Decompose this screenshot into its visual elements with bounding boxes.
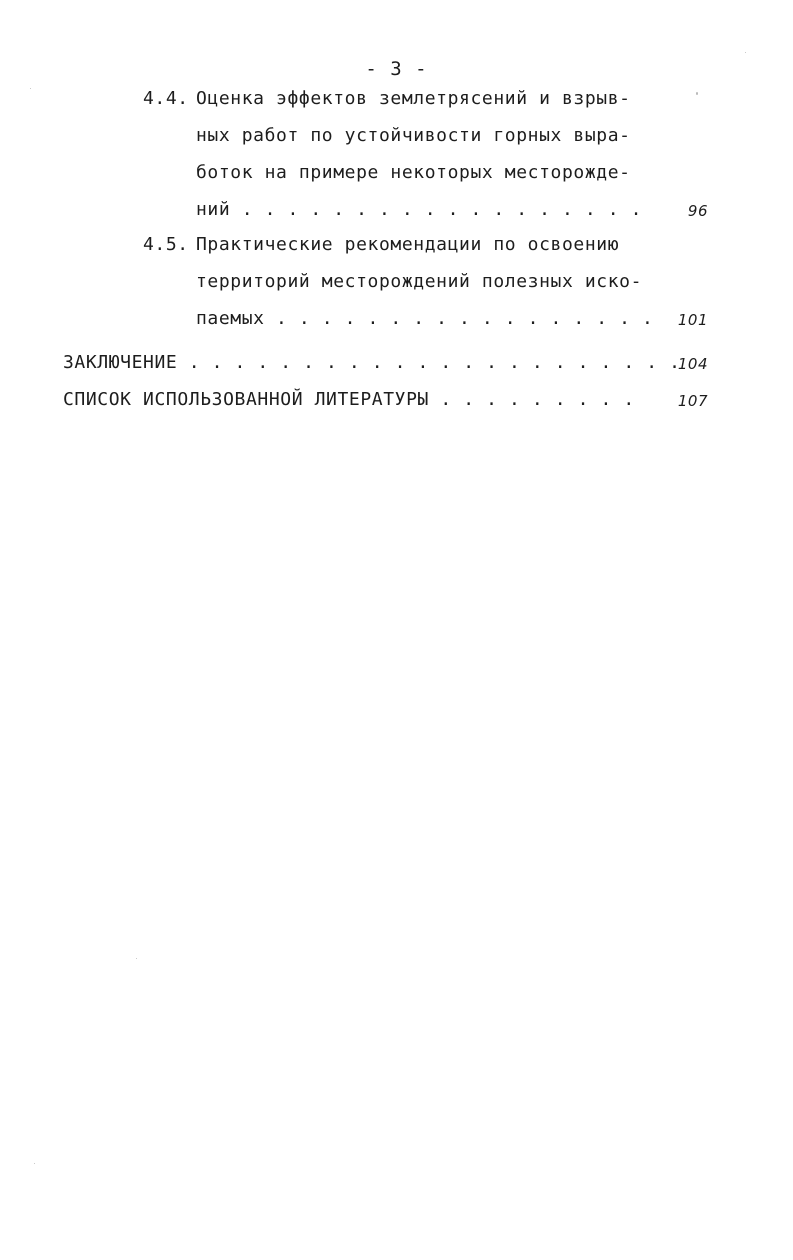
toc-entry-line: паемых . . . . . . . . . . . . . . . . . [196,308,654,329]
toc-section-title: ЗАКЛЮЧЕНИЕ . . . . . . . . . . . . . . . . . . . . . . [63,352,681,373]
toc-entry-line: Практические рекомендации по освоению [196,234,620,255]
toc-section-title: СПИСОК ИСПОЛЬЗОВАННОЙ ЛИТЕРАТУРЫ . . . . . . . . . [63,389,635,410]
toc-entry-line: территорий месторождений полезных иско- [196,271,643,292]
scan-speck [30,88,31,89]
toc-page-number: 101 [677,311,708,329]
scan-speck [696,92,698,95]
toc-entry-line: боток на примере некоторых месторожде- [196,162,631,183]
toc-entry-number: 4.4. [143,88,189,109]
toc-entry-line: ний . . . . . . . . . . . . . . . . . . [196,199,643,220]
scan-speck [745,52,746,53]
toc-page-number: 96 [687,202,708,220]
toc-page-number: 104 [677,355,708,373]
scan-speck [136,958,137,959]
toc-entry-number: 4.5. [143,234,189,255]
toc-entry-line: Оценка эффектов землетрясений и взрыв- [196,88,631,109]
toc-page-number: 107 [677,392,708,410]
page-header: - 3 - [365,58,428,80]
toc-entry-line: ных работ по устойчивости горных выра- [196,125,631,146]
scan-speck [34,1163,35,1164]
